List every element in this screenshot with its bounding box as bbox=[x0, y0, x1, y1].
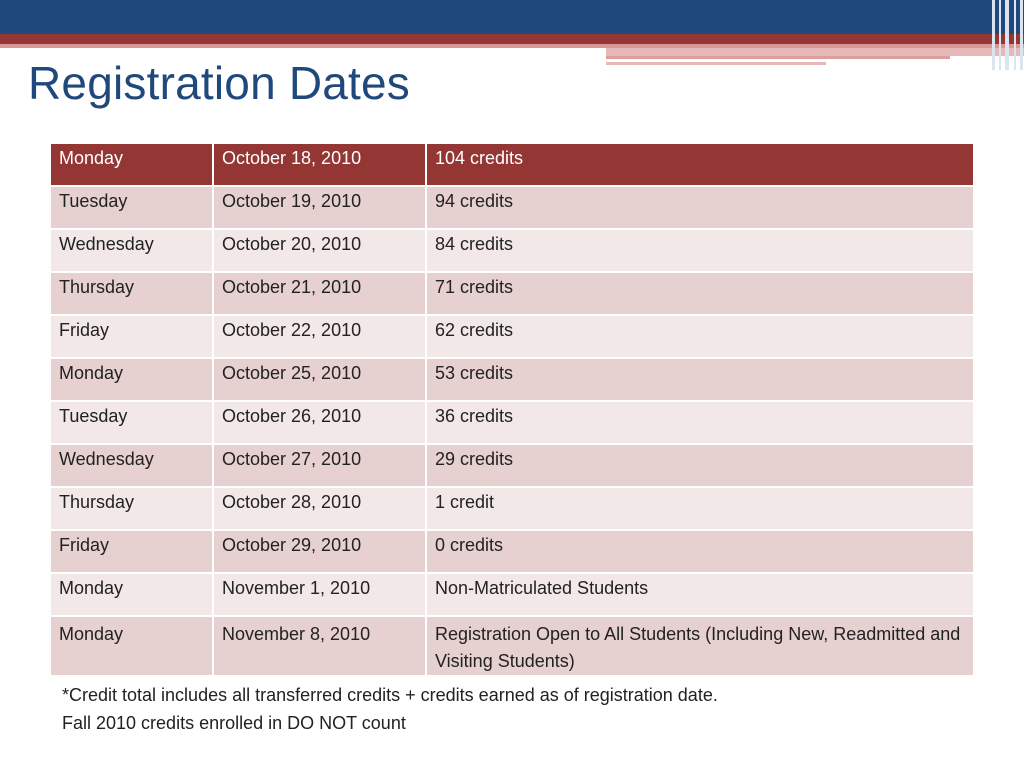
day-cell: Thursday bbox=[51, 487, 213, 530]
footnote bbox=[62, 681, 718, 737]
eligibility-cell: 71 credits bbox=[426, 272, 973, 315]
table-row bbox=[51, 358, 973, 401]
table-row bbox=[51, 444, 973, 487]
registration-table-body bbox=[51, 144, 973, 676]
table-row bbox=[51, 487, 973, 530]
day-cell: Monday bbox=[51, 358, 213, 401]
header-blue-band bbox=[0, 0, 1024, 34]
date-cell: October 29, 2010 bbox=[213, 530, 426, 573]
day-cell: Monday bbox=[51, 616, 213, 676]
date-cell: October 25, 2010 bbox=[213, 358, 426, 401]
table-row bbox=[51, 315, 973, 358]
header-accent-line bbox=[606, 56, 950, 59]
day-cell: Tuesday bbox=[51, 401, 213, 444]
table-row bbox=[51, 573, 973, 616]
date-cell: October 27, 2010 bbox=[213, 444, 426, 487]
date-cell: October 18, 2010 bbox=[213, 144, 426, 186]
registration-table bbox=[51, 144, 973, 677]
eligibility-cell: Non-Matriculated Students bbox=[426, 573, 973, 616]
header-accent-line bbox=[606, 62, 826, 65]
day-cell: Friday bbox=[51, 315, 213, 358]
table-row bbox=[51, 229, 973, 272]
day-cell: Tuesday bbox=[51, 186, 213, 229]
table-row bbox=[51, 186, 973, 229]
day-cell: Thursday bbox=[51, 272, 213, 315]
eligibility-cell: 0 credits bbox=[426, 530, 973, 573]
eligibility-cell: 36 credits bbox=[426, 401, 973, 444]
header-right-stripes bbox=[990, 0, 1024, 70]
date-cell: October 22, 2010 bbox=[213, 315, 426, 358]
table-row bbox=[51, 144, 973, 186]
date-cell: October 20, 2010 bbox=[213, 229, 426, 272]
table-row bbox=[51, 272, 973, 315]
table-row bbox=[51, 401, 973, 444]
eligibility-cell: 104 credits bbox=[426, 144, 973, 186]
footnote-line: *Credit total includes all transferred credits + credits earned as of registration date. bbox=[62, 685, 718, 705]
table-row bbox=[51, 530, 973, 573]
date-cell: November 1, 2010 bbox=[213, 573, 426, 616]
eligibility-cell: Registration Open to All Students (Including New, Readmitted and Visiting Students) bbox=[426, 616, 973, 676]
date-cell: October 28, 2010 bbox=[213, 487, 426, 530]
eligibility-cell: 62 credits bbox=[426, 315, 973, 358]
footnote-line: Fall 2010 credits enrolled in DO NOT count bbox=[62, 713, 406, 733]
day-cell: Monday bbox=[51, 573, 213, 616]
day-cell: Monday bbox=[51, 144, 213, 186]
eligibility-cell: 1 credit bbox=[426, 487, 973, 530]
eligibility-cell: 84 credits bbox=[426, 229, 973, 272]
date-cell: November 8, 2010 bbox=[213, 616, 426, 676]
eligibility-cell: 53 credits bbox=[426, 358, 973, 401]
header-red-band bbox=[0, 34, 1024, 44]
date-cell: October 21, 2010 bbox=[213, 272, 426, 315]
table-row bbox=[51, 616, 973, 676]
day-cell: Wednesday bbox=[51, 229, 213, 272]
date-cell: October 19, 2010 bbox=[213, 186, 426, 229]
header-pink-accent bbox=[606, 48, 1024, 56]
day-cell: Friday bbox=[51, 530, 213, 573]
date-cell: October 26, 2010 bbox=[213, 401, 426, 444]
eligibility-cell: 29 credits bbox=[426, 444, 973, 487]
eligibility-cell: 94 credits bbox=[426, 186, 973, 229]
day-cell: Wednesday bbox=[51, 444, 213, 487]
page-title: Registration Dates bbox=[28, 57, 410, 109]
